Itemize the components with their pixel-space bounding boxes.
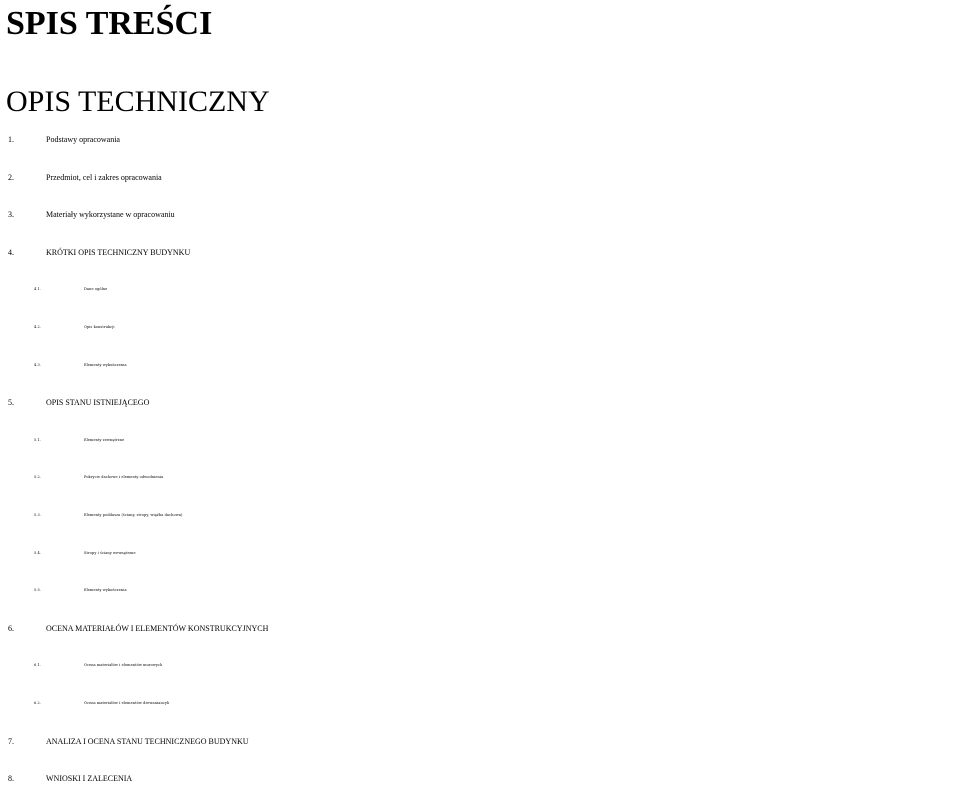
toc-item-number: 4.3. bbox=[34, 362, 42, 367]
toc-item-4-3 bbox=[0, 347, 960, 385]
toc-item-6-2 bbox=[0, 685, 960, 723]
toc-item-text: Przedmiot, cel i zakres opracowania bbox=[46, 172, 162, 182]
toc-item-text: Pokrycie dachowe i elementy odwodnienia bbox=[84, 475, 164, 480]
toc-item-5-3 bbox=[0, 497, 960, 535]
toc-item-7 bbox=[0, 723, 960, 761]
toc-item-number: 3. bbox=[8, 210, 14, 220]
toc-item-text: Dane ogólne bbox=[84, 287, 108, 292]
toc-item-5-2 bbox=[0, 459, 960, 497]
toc-item-text: Elementy poddasza (ściany, stropy, więźba dachowa) bbox=[84, 512, 183, 517]
toc-item-text: ANALIZA I OCENA STANU TECHNICZNEGO BUDYNKU bbox=[46, 736, 249, 746]
toc-item-number: 5. bbox=[8, 398, 14, 408]
toc-item-5-5 bbox=[0, 572, 960, 610]
toc-item-6 bbox=[0, 610, 960, 648]
toc-item-text: Ocena materiałów i elementów drewaniancyh bbox=[84, 700, 170, 705]
toc-item-number: 5.2. bbox=[34, 475, 42, 480]
page-title: SPIS TREŚCI bbox=[6, 5, 213, 42]
toc-item-text: Stropy i ściany wewnętrzne bbox=[84, 550, 136, 555]
toc-item-text: OPIS STANU ISTNIEJĄCEGO bbox=[46, 398, 150, 408]
toc-item-text: Materiały wykorzystane w opracowaniu bbox=[46, 210, 175, 220]
toc-item-number: 6.2. bbox=[34, 700, 42, 705]
toc-item-number: 5.5. bbox=[34, 588, 42, 593]
toc-item-text: Elementy zewnętrzne bbox=[84, 437, 125, 442]
toc-item-4-2 bbox=[0, 309, 960, 347]
toc-item-1 bbox=[0, 121, 960, 159]
toc-item-number: 4.1. bbox=[34, 287, 42, 292]
toc-item-number: 5.1. bbox=[34, 437, 42, 442]
toc-item-number: 6. bbox=[8, 623, 14, 633]
section-heading: OPIS TECHNICZNY bbox=[6, 85, 270, 118]
toc-item-number: 5.4. bbox=[34, 550, 42, 555]
toc-item-5-4 bbox=[0, 535, 960, 573]
toc-item-number: 4.2. bbox=[34, 324, 42, 329]
toc-item-number: 5.3. bbox=[34, 512, 42, 517]
toc-item-text: Elementy wykończenia bbox=[84, 588, 127, 593]
toc-item-5-1 bbox=[0, 422, 960, 460]
toc-item-number: 6.1. bbox=[34, 663, 42, 668]
toc-item-number: 2. bbox=[8, 172, 14, 182]
table-of-contents bbox=[0, 121, 960, 798]
toc-item-text: Ocena materiałów i elementów murowych bbox=[84, 663, 163, 668]
toc-item-2 bbox=[0, 159, 960, 197]
toc-item-6-1 bbox=[0, 647, 960, 685]
toc-item-5 bbox=[0, 384, 960, 422]
toc-item-number: 7. bbox=[8, 736, 14, 746]
toc-item-number: 8. bbox=[8, 774, 14, 784]
toc-item-text: Elementy wykończenia bbox=[84, 362, 127, 367]
toc-item-4 bbox=[0, 234, 960, 272]
toc-item-8 bbox=[0, 760, 960, 798]
toc-item-text: KRÓTKI OPIS TECHNICZNY BUDYNKU bbox=[46, 247, 191, 257]
toc-item-4-1 bbox=[0, 271, 960, 309]
toc-item-3 bbox=[0, 196, 960, 234]
toc-item-text: Opis konstrukcji bbox=[84, 324, 115, 329]
toc-item-text: OCENA MATERIAŁÓW I ELEMENTÓW KONSTRUKCYJNYCH bbox=[46, 623, 269, 633]
toc-item-text: WNIOSKI I ZALECENIA bbox=[46, 774, 133, 784]
toc-item-number: 4. bbox=[8, 247, 14, 257]
toc-item-text: Podstawy opracowania bbox=[46, 135, 120, 144]
toc-item-number: 1. bbox=[8, 135, 14, 144]
